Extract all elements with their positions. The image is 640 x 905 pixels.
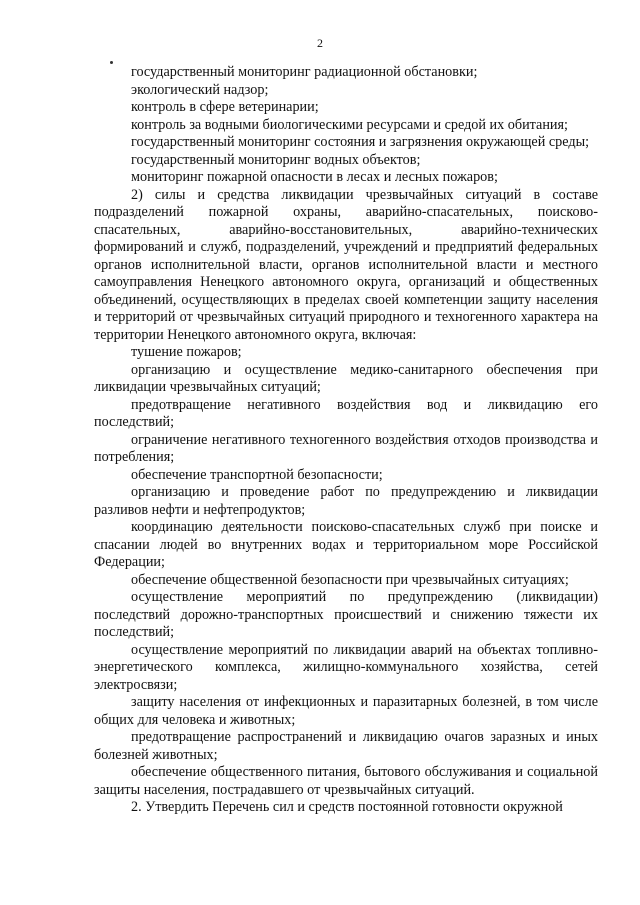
paragraph-veterinary-control: контроль в сфере ветеринарии; xyxy=(131,99,319,115)
page-number: 2 xyxy=(317,36,323,50)
paragraph-fire-extinguishing: тушение пожаров; xyxy=(131,344,242,360)
paragraph-radiation-monitoring: государственный мониторинг радиационной обстановки; xyxy=(131,64,478,80)
paragraph-approve-list: 2. Утвердить Перечень сил и средств постоянной готовности окружной xyxy=(131,799,563,815)
paragraph-energy-accidents: осуществление мероприятий по ликвидации аварий на объектах топливно-энергетического комплекса, жилищно-коммунального хозяйства, сетей электросвязи; xyxy=(94,641,598,693)
paragraph-water-bio-resources: контроль за водными биологическими ресурсами и средой их обитания; xyxy=(131,116,568,133)
paragraph-infectious-diseases: защиту населения от инфекционных и паразитарных болезней, в том числе общих для человека и животных; xyxy=(94,694,598,728)
paragraph-public-safety: обеспечение общественной безопасности при чрезвычайных ситуациях; xyxy=(131,571,569,588)
document-body xyxy=(94,64,598,817)
paragraph-search-rescue: координацию деятельности поисково-спасательных служб при поиске и спасании людей во внутренних водах и территориальном море Российской Федерации; xyxy=(94,519,598,570)
paragraph-animal-diseases: предотвращение распространений и ликвидацию очагов заразных и иных болезней животных; xyxy=(94,729,598,763)
paragraph-forest-fire-monitoring: мониторинг пожарной опасности в лесах и лесных пожаров; xyxy=(131,169,498,185)
paragraph-environment-monitoring: государственный мониторинг состояния и загрязнения окружающей среды; xyxy=(131,134,590,150)
paragraph-medical-support: организацию и осуществление медико-санитарного обеспечения при ликвидации чрезвычайных ситуаций; xyxy=(94,361,598,395)
paragraph-water-impact-prevention: предотвращение негативного воздействия вод и ликвидацию его последствий; xyxy=(94,396,598,430)
paragraph-ecological-supervision: экологический надзор; xyxy=(131,81,269,98)
paragraph-oil-spills: организацию и проведение работ по предупреждению и ликвидации разливов нефти и нефтепродуктов; xyxy=(94,484,598,518)
paragraph-waste-impact: ограничение негативного техногенного воздействия отходов производства и потребления; xyxy=(94,431,598,465)
paragraph-road-accidents: осуществление мероприятий по предупреждению (ликвидации) последствий дорожно-транспортных происшествий и снижению тяжести их последствий; xyxy=(94,589,598,640)
paragraph-emergency-forces: 2) силы и средства ликвидации чрезвычайных ситуаций в составе подразделений пожарной охраны, аварийно-спасательных, поисково-спасательных, аварийно-восстановительных, аварийно-технических формирований и служб, подразделений, учреждений и предприятий федеральных органов исполнительной власти, органов исполнительной власти и местного самоуправления Ненецкого автономного округа, организаций и общественных объединений, осуществляющих в пределах своей компетенции защиту населения и территорий от чрезвычайных ситуаций природного и техногенного характера на территории Ненецкого автономного округа, включая: xyxy=(94,186,598,343)
paragraph-water-objects-monitoring: государственный мониторинг водных объектов; xyxy=(131,151,421,168)
paragraph-transport-security: обеспечение транспортной безопасности; xyxy=(131,466,383,483)
paragraph-social-support: обеспечение общественного питания, бытового обслуживания и социальной защиты населения, пострадавшего от чрезвычайных ситуаций. xyxy=(94,764,598,798)
